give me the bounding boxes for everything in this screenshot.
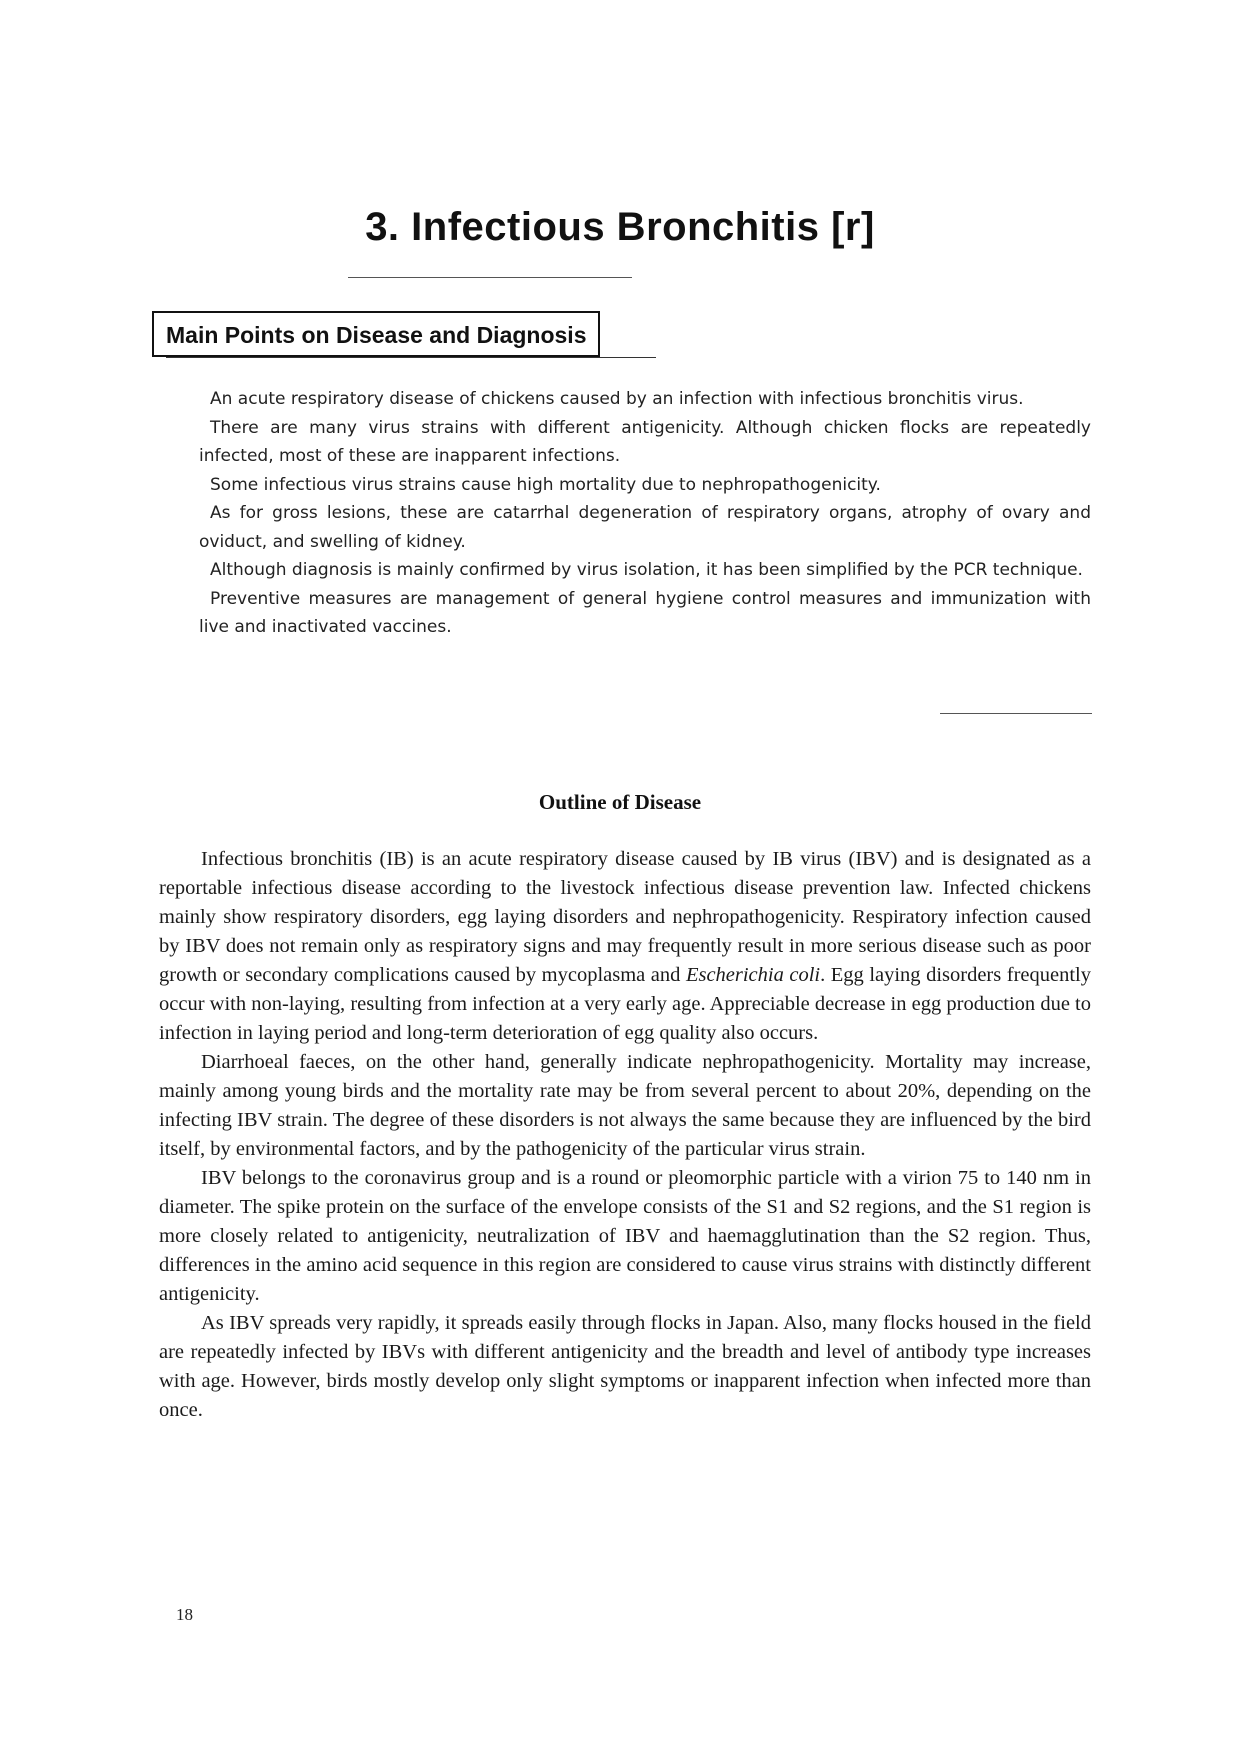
outline-paragraph: IBV belongs to the coronavirus group and is a round or pleomorphic particle with a virion 75 to 140 nm in diameter. The spike protein on the surface of the envelope consists of the S1 and S2 regions, and the S1 region is more closely related to antigenicity, neutralization of IBV and haemagglutination than the S2 region. Thus, differences in the amino acid sequence in this region are considered to cause virus strains with distinctly different antigenicity. [159, 1167, 1091, 1305]
main-points-list [199, 385, 1091, 642]
main-point: An acute respiratory disease of chickens caused by an infection with infectious bronchitis virus. [210, 389, 1024, 409]
outline-body [159, 845, 1091, 1425]
chapter-title: 3. Infectious Bronchitis [r] [365, 205, 875, 249]
outline-text: . Egg laying disorders frequently occur with non-laying, resulting from infection at a very early age. Appreciable decrease in egg production due to infection in laying period and long-term deterioration of egg quality also occurs. [159, 964, 1091, 1044]
outline-paragraph: Diarrhoeal faeces, on the other hand, generally indicate nephropathogenicity. Mortality may increase, mainly among young birds and the mortality rate may be from several percent to about 20%, depending on the infecting IBV strain. The degree of these disorders is not always the same because they are influenced by the bird itself, by environmental factors, and by the pathogenicity of the particular virus strain. [159, 1051, 1091, 1160]
outline-heading: Outline of Disease [538, 790, 702, 814]
main-point: As for gross lesions, these are catarrhal degeneration of respiratory organs, atrophy of ovary and oviduct, and swelling of kidney. [199, 503, 1091, 552]
main-points-end-divider [940, 713, 1092, 714]
main-point: There are many virus strains with different antigenicity. Although chicken flocks are repeatedly infected, most of these are inapparent infections. [199, 417, 1091, 466]
outline-paragraph: As IBV spreads very rapidly, it spreads easily through flocks in Japan. Also, many flocks housed in the field are repeatedly infected by IBVs with different antigenicity and the breadth and level of antibody type increases with age. However, birds mostly develop only slight symptoms or inapparent infection when infected more than once. [159, 1312, 1091, 1421]
title-divider [348, 277, 632, 278]
main-points-heading: Main Points on Disease and Diagnosis [152, 311, 600, 357]
outline-paragraph [159, 845, 1091, 1048]
page-number: 18 [176, 1605, 193, 1624]
species-name: Escherichia coli [685, 964, 821, 986]
main-points-underline [166, 357, 656, 358]
outline-text: Infectious bronchitis (IB) is an acute respiratory disease caused by IB virus (IBV) and is designated as a reportable infectious disease according to the livestock infectious disease prevention law. Infected chickens mainly show respiratory disorders, egg laying disorders and nephropathogenicity. Respiratory infection caused by IBV does not remain only as respiratory signs and may frequently result in more serious disease such as poor growth or secondary complications caused by mycoplasma and [159, 848, 1091, 986]
main-point: Some infectious virus strains cause high mortality due to nephropathogenicity. [210, 474, 881, 495]
main-point: Although diagnosis is mainly confirmed by virus isolation, it has been simplified by the PCR technique. [210, 560, 1083, 580]
main-point: Preventive measures are management of general hygiene control measures and immunization with live and inactivated vaccines. [199, 588, 1091, 637]
